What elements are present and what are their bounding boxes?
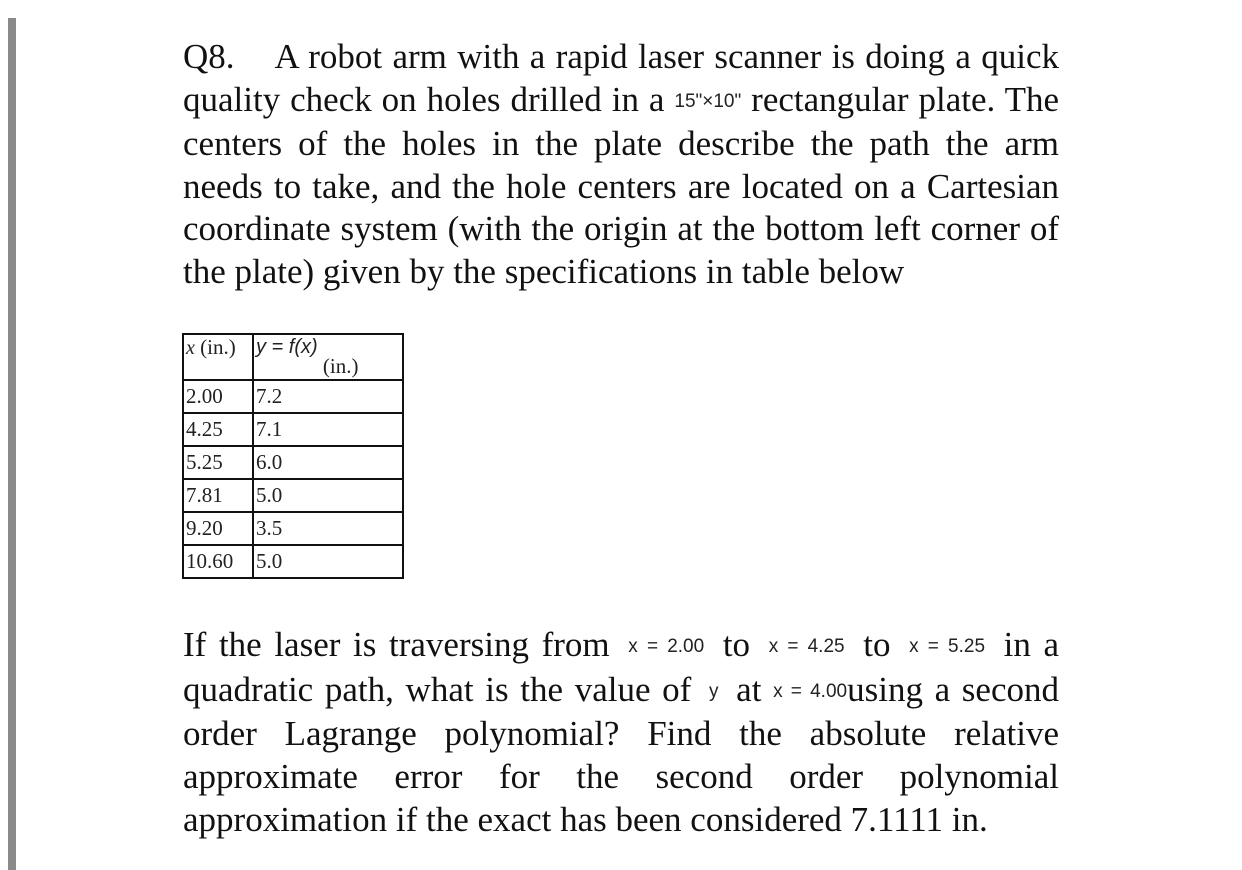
to-word-1: to bbox=[722, 625, 751, 664]
header-y: y = f(x) (in.) bbox=[253, 334, 403, 380]
followup-part1: If the laser is traversing from bbox=[183, 625, 610, 664]
table-row bbox=[183, 446, 403, 479]
followup-part2: in a quadratic path, what is the value of bbox=[183, 625, 1060, 709]
table-row bbox=[183, 512, 403, 545]
cell-x: 10.60 bbox=[183, 545, 253, 578]
cell-y: 3.5 bbox=[253, 512, 403, 545]
cell-y: 5.0 bbox=[253, 479, 403, 512]
cell-y: 5.0 bbox=[253, 545, 403, 578]
cell-y: 7.1 bbox=[253, 413, 403, 446]
table-row bbox=[183, 479, 403, 512]
table-row bbox=[183, 413, 403, 446]
table-row bbox=[183, 380, 403, 413]
x-start-value: x = 2.00 bbox=[628, 636, 705, 657]
x-mid-value: x = 4.25 bbox=[768, 636, 845, 657]
table-row bbox=[183, 545, 403, 578]
cell-x: 9.20 bbox=[183, 512, 253, 545]
cell-x: 4.25 bbox=[183, 413, 253, 446]
header-x: x (in.) bbox=[183, 334, 253, 380]
question-text bbox=[183, 36, 1059, 294]
left-border-bar bbox=[8, 18, 16, 870]
hole-coordinates-table bbox=[182, 333, 404, 579]
y-symbol: y bbox=[709, 680, 719, 702]
to-word-2: to bbox=[863, 625, 891, 664]
question-intro-part2: rectangular plate. The centers of the holes in the plate describe the path the arm needs to take, and the hole centers are located on a Cartesian coordinate system (with the origin at the bottom left corner of the plate) given by the specifications in table below bbox=[183, 79, 1059, 291]
cell-y: 7.2 bbox=[253, 380, 403, 413]
question-number: Q8. bbox=[183, 37, 235, 76]
plate-dimensions: 15"×10" bbox=[674, 90, 742, 112]
cell-x: 2.00 bbox=[183, 380, 253, 413]
x-eval-value: x = 4.00 bbox=[773, 680, 848, 702]
at-word: at bbox=[736, 669, 762, 709]
cell-y: 6.0 bbox=[253, 446, 403, 479]
cell-x: 5.25 bbox=[183, 446, 253, 479]
followup-question bbox=[183, 624, 1059, 842]
cell-x: 7.81 bbox=[183, 479, 253, 512]
question-intro-part1: A robot arm with a rapid laser scanner is doing a quick quality check on holes drilled in a bbox=[183, 37, 1059, 119]
table-header-row bbox=[183, 334, 403, 380]
x-end-value: x = 5.25 bbox=[909, 636, 986, 657]
followup-part3: using a second order Lagrange polynomial? Find the absolute relative approximate error for the second order polynomial approximation if the exact has been considered 7.1111 in. bbox=[183, 669, 1060, 839]
